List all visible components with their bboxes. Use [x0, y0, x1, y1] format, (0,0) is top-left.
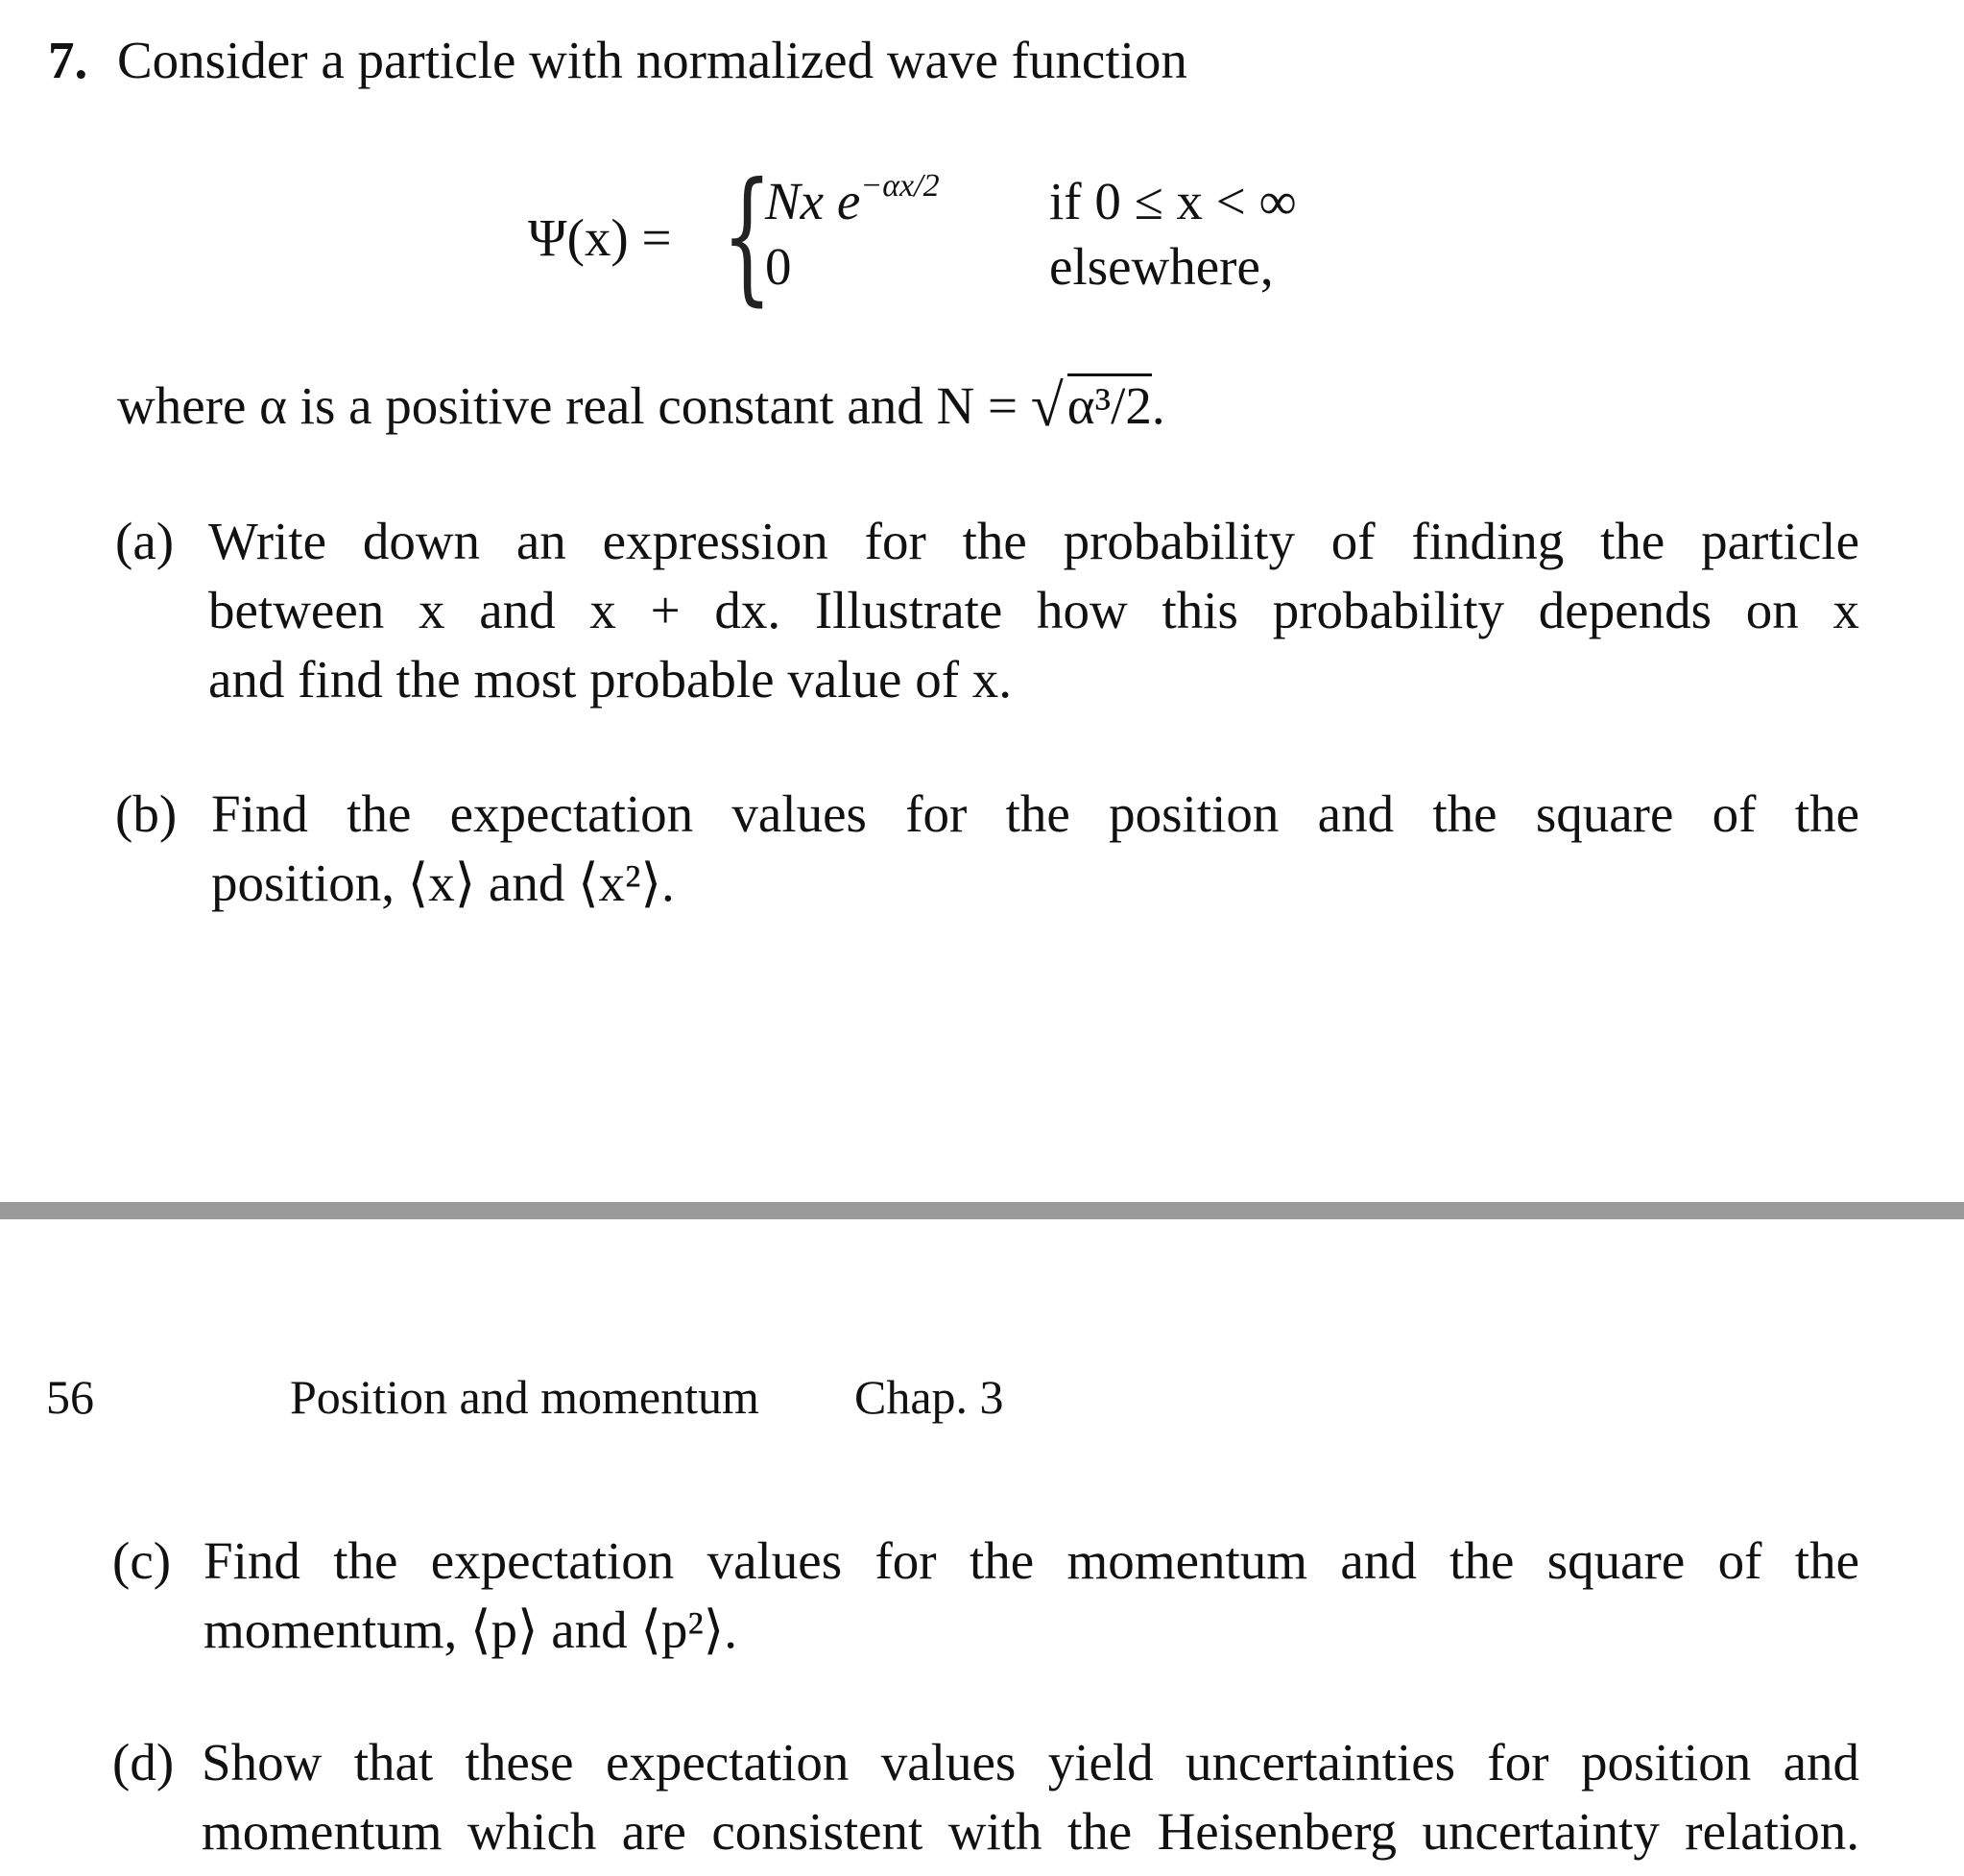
running-page-number: 56	[46, 1370, 94, 1424]
part-b-line-2: position, ⟨x⟩ and ⟨x²⟩.	[211, 854, 675, 912]
part-d-label: (d)	[112, 1733, 175, 1792]
running-title: Position and momentum	[290, 1370, 759, 1424]
problem-number: 7.	[48, 31, 88, 89]
part-c-line-2: momentum, ⟨p⟩ and ⟨p²⟩.	[204, 1600, 738, 1659]
normalization-statement	[117, 373, 1165, 440]
page-divider	[0, 1202, 1964, 1219]
sqrt-expression	[1031, 373, 1152, 440]
part-c-label: (c)	[112, 1531, 172, 1590]
piecewise-brace: {	[722, 153, 773, 320]
normalization-end: .	[1151, 376, 1165, 435]
case1-expression-main: Nx e	[765, 172, 861, 230]
problem-intro: Consider a particle with normalized wave function	[117, 31, 1187, 89]
case2-condition: elsewhere,	[1049, 237, 1274, 296]
case2-expression: 0	[765, 237, 792, 296]
case1-condition: if 0 ≤ x < ∞	[1049, 172, 1297, 230]
case1-expression	[765, 168, 940, 243]
part-d-line-1: Show that these expectation values yield uncertainties for position and	[202, 1733, 1859, 1792]
normalization-text: where α is a positive real constant and N =	[117, 376, 1031, 435]
part-c-line-1: Find the expectation values for the momentum and the square of the	[204, 1531, 1859, 1590]
part-a-label: (a)	[115, 512, 175, 570]
part-b-line-1: Find the expectation values for the position and the square of the	[211, 784, 1859, 843]
case1-expression-exponent: −αx/2	[860, 168, 940, 204]
sqrt-icon: √	[1030, 373, 1064, 439]
sqrt-content: α³/2	[1067, 373, 1152, 436]
part-d-line-2: momentum which are consistent with the Heisenberg uncertainty relation.	[202, 1802, 1859, 1861]
part-a-line-3: and find the most probable value of x.	[208, 650, 1013, 709]
part-a-line-2: between x and x + dx. Illustrate how this probability depends on x	[208, 581, 1859, 639]
running-chapter: Chap. 3	[854, 1370, 1004, 1424]
equation-lhs: Ψ(x) =	[528, 208, 672, 267]
wave-function-equation	[528, 153, 1392, 320]
part-a-line-1: Write down an expression for the probability of finding the particle	[208, 512, 1859, 570]
part-b-label: (b)	[115, 784, 178, 843]
